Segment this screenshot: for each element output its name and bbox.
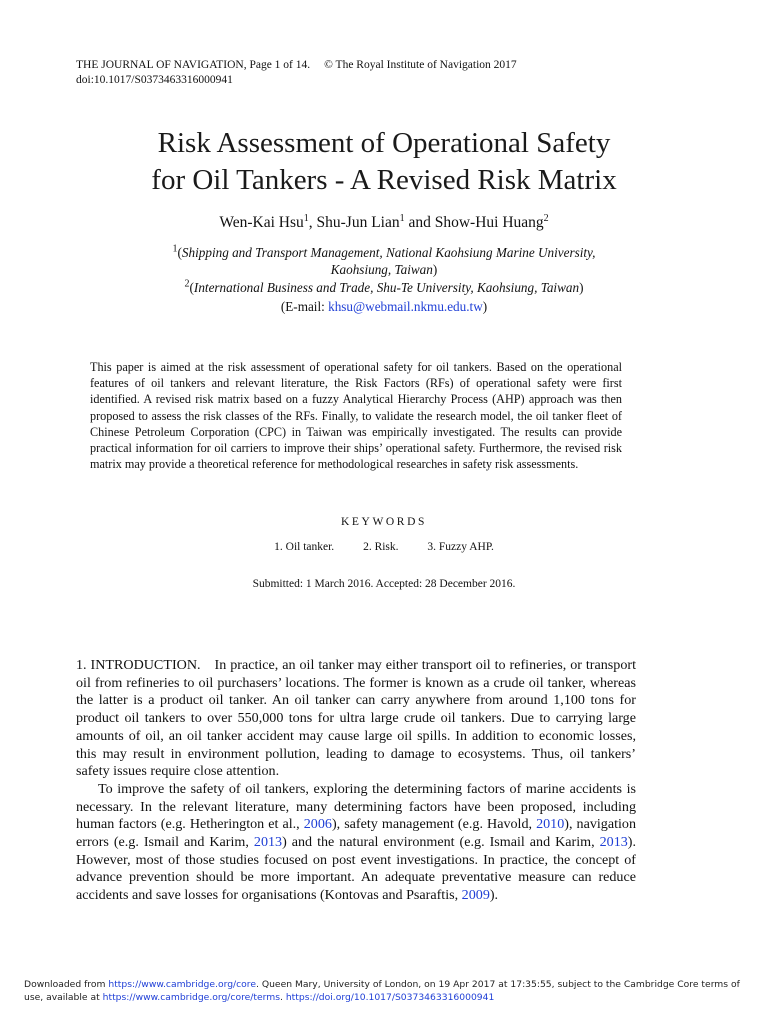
- intro-paragraph-2: [76, 781, 636, 905]
- cambridge-core-link[interactable]: https://www.cambridge.org/core: [108, 979, 257, 990]
- affiliation-text: Shipping and Transport Management, National Kaohsiung Marine University,: [181, 245, 596, 260]
- citation-link[interactable]: 2009: [461, 887, 490, 904]
- contact-email: [0, 298, 768, 315]
- author-list: [0, 212, 768, 234]
- terms-link[interactable]: https://www.cambridge.org/core/terms: [102, 991, 281, 1003]
- email-label: (E-mail:: [280, 299, 329, 314]
- section-heading: 1. INTRODUCTION.: [76, 657, 201, 673]
- title-line-2: for Oil Tankers - A Revised Risk Matrix: [151, 164, 617, 196]
- affiliation-1: $^1$(Shipping and Transport Management, National Kaohsiung Marine University, Kaohsiung, Taiwan): [172, 243, 596, 277]
- paragraph-text: In practice, an oil tanker may either transport oil to refineries, or transport oil from refineries to oil purchasers’ locations. The former is known as a crude oil tanker, whereas the latter is a product oil tanker. An oil tanker can carry anywhere from around 1,100 tons for product oil tankers to over 550,000 tons for ultra large crude oil tankers. Due to carrying large amounts of oil, an oil tanker accident may cause large oil spills. In addition to economic losses, this may result in environment pollution, leading to damage to ecosystems. Thus, oil tankers’ safety issues require close attention.: [76, 657, 636, 780]
- affiliation-marker: 2: [543, 212, 549, 224]
- author-name: Wen-Kai Hsu: [219, 214, 304, 231]
- citation-link[interactable]: 2013: [253, 834, 283, 851]
- affiliation-text: Kaohsiung, Taiwan: [330, 262, 433, 277]
- paragraph-text: ), safety management (e.g. Havold,: [331, 816, 537, 833]
- paragraph-text: ) and the natural environment (e.g. Ismail and Karim,: [282, 834, 600, 851]
- affiliation-marker: 1: [399, 212, 405, 224]
- paragraph-text: ). However, most of those studies focused on post event investigations. In practice, the concept of advance prevention should be more important. An adequate preventative measure can reduce accidents and save losses for organisations (Kontovas and Psaraftis,: [76, 834, 637, 904]
- download-footer: [24, 979, 744, 1004]
- paragraph-text: ), navigation errors (e.g. Ismail and Karim,: [76, 816, 637, 851]
- keyword-item: 1. Oil tanker.: [274, 541, 335, 553]
- introduction-section: [76, 657, 636, 905]
- citation-link[interactable]: 2010: [536, 816, 565, 833]
- keywords-title: KEYWORDS: [341, 516, 427, 528]
- affiliation-marker: 1: [172, 243, 178, 255]
- abstract: This paper is aimed at the risk assessment of operational safety for oil tankers. Based on the operational features of oil tankers and relevant literature, the Risk Factors (RFs) of operational safety were first identified. A revised risk matrix based on a fuzzy Analytical Hierarchy Process (AHP) approach was then proposed to assess the risk classes of the RFs. Finally, to validate the research model, the oil tanker fleet of Chinese Petroleum Corporation (CPC) in Taiwan was empirically investigated. The results can provide practical information for oil carriers to improve their ships’ operational safety. Furthermore, the revised risk matrix may provide a theoretical reference for methodological researches in safety risk assessments.: [90, 360, 622, 472]
- affiliation-2: $^2$(International Business and Trade, Shu-Te University, Kaohsiung, Taiwan): [184, 278, 584, 295]
- journal-line: THE JOURNAL OF NAVIGATION, Page 1 of 14.: [76, 59, 311, 71]
- author-separator: and: [404, 214, 435, 231]
- intro-paragraph-1: [76, 657, 636, 781]
- keyword-list: [0, 541, 768, 553]
- author-name: Show-Hui Huang: [434, 214, 544, 231]
- article-title: [0, 125, 768, 199]
- author-name: Shu-Jun Lian: [316, 214, 400, 231]
- citation-link[interactable]: 2013: [599, 834, 628, 851]
- affiliation-marker: 1: [303, 212, 309, 224]
- footer-text: . Queen Mary, University of London, on 19 Apr 2017 at 17:35:55, subject to the Cambridge Core terms of use, available at: [24, 979, 740, 1003]
- keyword-item: 2. Risk.: [363, 541, 399, 553]
- footer-text: Downloaded from: [24, 979, 109, 990]
- doi: doi:10.1017/S0373463316000941: [76, 74, 233, 86]
- doi-link[interactable]: https://doi.org/10.1017/S0373463316000941: [285, 991, 495, 1003]
- title-line-1: Risk Assessment of Operational Safety: [157, 127, 611, 159]
- citation-link[interactable]: 2006: [303, 816, 332, 833]
- affiliation-text: International Business and Trade, Shu-Te University, Kaohsiung, Taiwan: [193, 280, 580, 295]
- author-separator: ,: [308, 214, 317, 231]
- affiliation-marker: 2: [184, 278, 190, 290]
- copyright-notice: © The Royal Institute of Navigation 2017: [324, 59, 517, 71]
- journal-header: [76, 58, 517, 88]
- email-close: ): [482, 299, 488, 314]
- email-link[interactable]: khsu@webmail.nkmu.edu.tw: [328, 299, 483, 314]
- paragraph-text: To improve the safety of oil tankers, exploring the determining factors of marine accidents is necessary. In the relevant literature, many determining factors have been proposed, including human factors (e.g. Hetherington et al.,: [76, 780, 636, 833]
- keyword-item: 3. Fuzzy AHP.: [427, 541, 494, 553]
- paragraph-text: ).: [489, 887, 499, 904]
- footer-text: .: [280, 991, 286, 1003]
- submission-dates: Submitted: 1 March 2016. Accepted: 28 December 2016.: [252, 578, 516, 590]
